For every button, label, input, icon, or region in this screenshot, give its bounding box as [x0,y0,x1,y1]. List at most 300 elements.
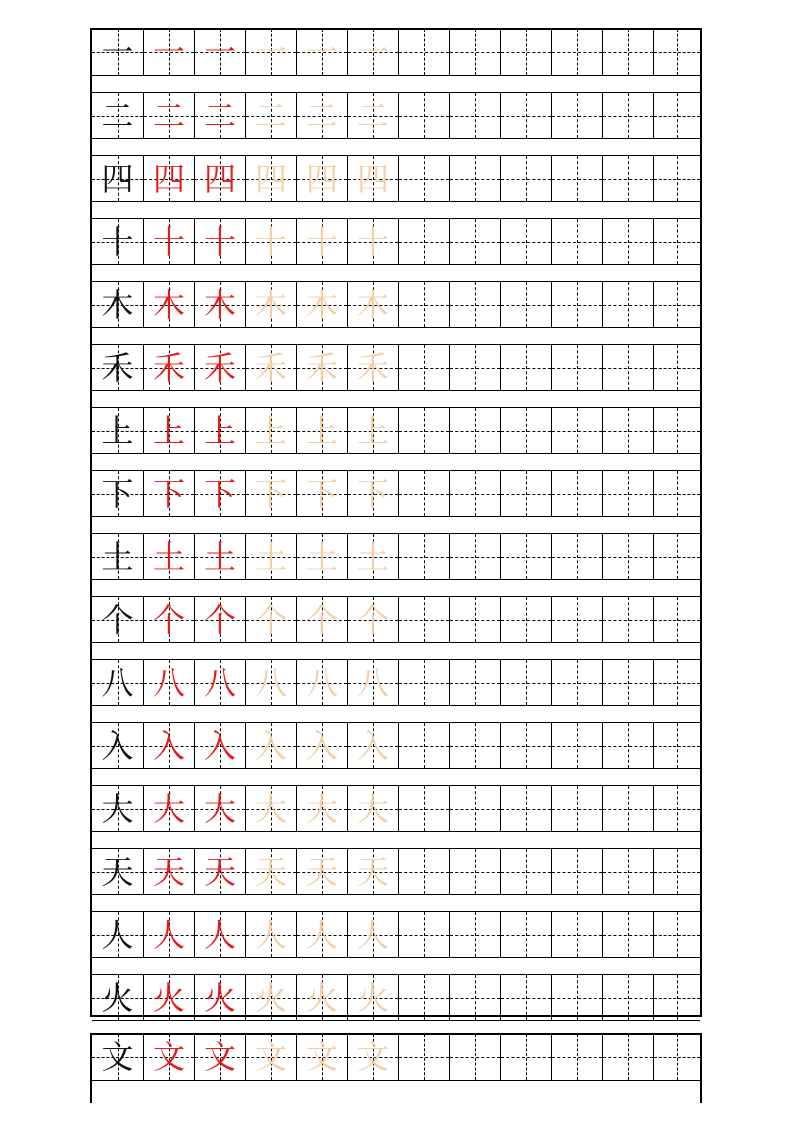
trace-character-cell [347,219,398,264]
red-character: 火 [203,978,236,1017]
red-character-cell [194,534,245,579]
red-character: 土 [152,537,185,576]
blank-writing-cell[interactable] [449,282,500,327]
red-character: 上 [203,411,236,450]
blank-writing-cell[interactable] [653,786,700,831]
trace-character: 土 [356,537,389,576]
trace-character: 一 [356,33,389,71]
trace-character-cell [347,849,398,894]
red-character: 禾 [203,348,236,387]
model-character: 二 [101,96,134,135]
red-character-cell [143,156,194,201]
trace-character-cell [245,534,296,579]
red-character-cell [194,1034,245,1080]
practice-sheet [90,28,702,1017]
trace-character: 四 [305,159,338,198]
blank-writing-cell[interactable] [398,29,449,75]
model-character: 个 [101,600,134,639]
red-character: 禾 [152,348,185,387]
trace-character-cell [245,912,296,957]
blank-writing-cell[interactable] [449,156,500,201]
model-character: 天 [101,852,134,891]
blank-writing-cell[interactable] [398,156,449,201]
blank-writing-cell[interactable] [551,471,602,516]
trace-character-cell [296,471,347,516]
blank-writing-cell[interactable] [449,534,500,579]
model-character-cell [92,156,143,201]
blank-writing-cell[interactable] [500,597,551,642]
blank-writing-cell[interactable] [602,29,653,75]
red-character: 入 [203,726,236,765]
trace-character: 二 [356,96,389,135]
trace-character: 文 [305,1038,338,1076]
red-character-cell [194,156,245,201]
trace-character-cell [347,345,398,390]
trace-character: 八 [305,663,338,702]
blank-writing-cell[interactable] [653,29,700,75]
blank-writing-cell[interactable] [398,660,449,705]
blank-writing-cell[interactable] [500,975,551,1020]
trace-character-cell [347,93,398,138]
red-character: 人 [152,915,185,954]
red-character-cell [194,471,245,516]
trace-character-cell [296,408,347,453]
blank-writing-cell[interactable] [602,849,653,894]
trace-character-cell [245,723,296,768]
red-character-cell [143,912,194,957]
blank-writing-cell[interactable] [449,849,500,894]
trace-character: 八 [356,663,389,702]
trace-character-cell [296,219,347,264]
trace-character: 个 [356,600,389,639]
trace-character-cell [245,282,296,327]
blank-writing-cell[interactable] [398,1034,449,1080]
blank-writing-cell[interactable] [500,156,551,201]
blank-writing-cell[interactable] [398,408,449,453]
practice-row [92,974,700,1021]
model-character-cell [92,1034,143,1080]
trace-character-cell [245,219,296,264]
blank-writing-cell[interactable] [602,975,653,1020]
red-character: 上 [152,411,185,450]
red-character: 个 [203,600,236,639]
model-character-cell [92,597,143,642]
practice-row [92,848,700,895]
blank-writing-cell[interactable] [653,282,700,327]
red-character-cell [143,975,194,1020]
trace-character-cell [347,29,398,75]
practice-row [92,29,700,76]
red-character-cell [143,282,194,327]
blank-writing-cell[interactable] [500,534,551,579]
trace-character: 四 [356,159,389,198]
model-character: 下 [101,474,134,513]
red-character-cell [194,282,245,327]
trace-character-cell [296,1034,347,1080]
trace-character: 下 [254,474,287,513]
practice-row [92,470,700,517]
trace-character: 天 [356,852,389,891]
blank-writing-cell[interactable] [551,93,602,138]
blank-writing-cell[interactable] [500,345,551,390]
blank-writing-cell[interactable] [398,912,449,957]
red-character-cell [143,597,194,642]
practice-row [92,785,700,832]
practice-row [92,1034,700,1081]
trace-character-cell [245,849,296,894]
blank-writing-cell[interactable] [500,93,551,138]
trace-character: 人 [356,915,389,954]
model-character: 十 [101,222,134,261]
blank-writing-cell[interactable] [500,219,551,264]
blank-writing-cell[interactable] [500,912,551,957]
trace-character: 入 [305,726,338,765]
trace-character: 上 [356,411,389,450]
red-character-cell [194,660,245,705]
trace-character-cell [296,849,347,894]
blank-writing-cell[interactable] [398,93,449,138]
red-character: 天 [203,852,236,891]
red-character-cell [143,219,194,264]
red-character: 文 [152,1038,185,1076]
red-character-cell [194,849,245,894]
trace-character: 二 [254,96,287,135]
trace-character-cell [245,29,296,75]
practice-row [92,533,700,580]
trace-character-cell [296,93,347,138]
red-character: 木 [203,285,236,324]
blank-writing-cell[interactable] [551,786,602,831]
trace-character: 文 [254,1038,287,1076]
blank-writing-cell[interactable] [449,1034,500,1080]
blank-writing-cell[interactable] [602,156,653,201]
model-character-cell [92,534,143,579]
blank-writing-cell[interactable] [602,345,653,390]
trace-character-cell [296,345,347,390]
model-character: 人 [101,915,134,954]
red-character: 四 [203,159,236,198]
trace-character-cell [296,660,347,705]
trace-character: 禾 [356,348,389,387]
model-character: 土 [101,537,134,576]
trace-character-cell [245,345,296,390]
practice-row [92,722,700,769]
blank-writing-cell[interactable] [551,912,602,957]
trace-character: 火 [356,978,389,1017]
red-character: 十 [203,222,236,261]
blank-writing-cell[interactable] [449,408,500,453]
trace-character-cell [347,723,398,768]
blank-writing-cell[interactable] [653,408,700,453]
practice-row [92,344,700,391]
blank-writing-cell[interactable] [602,282,653,327]
model-character: 八 [101,663,134,702]
blank-writing-cell[interactable] [551,345,602,390]
blank-writing-cell[interactable] [602,660,653,705]
trace-character-cell [296,912,347,957]
blank-writing-cell[interactable] [500,282,551,327]
trace-character: 土 [254,537,287,576]
model-character: 文 [101,1038,134,1076]
trace-character: 火 [254,978,287,1017]
trace-character-cell [296,723,347,768]
practice-row [92,407,700,454]
blank-writing-cell[interactable] [398,282,449,327]
red-character: 土 [203,537,236,576]
trace-character-cell [347,408,398,453]
model-character: 四 [101,159,134,198]
trace-character-cell [296,975,347,1020]
trace-character: 二 [305,96,338,135]
model-character: 火 [101,978,134,1017]
trace-character-cell [245,786,296,831]
trace-character-cell [296,156,347,201]
blank-writing-cell[interactable] [653,93,700,138]
model-character-cell [92,975,143,1020]
trace-character-cell [296,29,347,75]
blank-writing-cell[interactable] [500,1034,551,1080]
practice-row [92,911,700,958]
red-character-cell [194,597,245,642]
blank-writing-cell[interactable] [551,408,602,453]
red-character-cell [194,408,245,453]
trace-character: 人 [305,915,338,954]
blank-writing-cell[interactable] [602,1034,653,1080]
trace-character-cell [347,471,398,516]
blank-writing-cell[interactable] [551,219,602,264]
red-character: 下 [152,474,185,513]
trace-character: 文 [356,1038,389,1076]
blank-writing-cell[interactable] [449,786,500,831]
blank-writing-cell[interactable] [449,471,500,516]
blank-writing-cell[interactable] [602,786,653,831]
trace-character-cell [296,786,347,831]
red-character-cell [194,786,245,831]
blank-writing-cell[interactable] [500,786,551,831]
blank-writing-cell[interactable] [398,219,449,264]
trace-character: 上 [254,411,287,450]
red-character-cell [194,219,245,264]
blank-writing-cell[interactable] [449,597,500,642]
blank-writing-cell[interactable] [500,849,551,894]
red-character-cell [143,29,194,75]
blank-writing-cell[interactable] [602,723,653,768]
red-character: 入 [152,726,185,765]
blank-writing-cell[interactable] [398,849,449,894]
trace-character-cell [347,975,398,1020]
blank-writing-cell[interactable] [653,219,700,264]
red-character: 文 [203,1038,236,1076]
trace-character: 个 [254,600,287,639]
blank-writing-cell[interactable] [449,723,500,768]
blank-writing-cell[interactable] [449,219,500,264]
red-character: 木 [152,285,185,324]
blank-writing-cell[interactable] [653,597,700,642]
blank-writing-cell[interactable] [551,849,602,894]
trace-character: 木 [305,285,338,324]
blank-writing-cell[interactable] [449,975,500,1020]
trace-character: 一 [254,33,287,71]
blank-writing-cell[interactable] [551,156,602,201]
trace-character: 入 [356,726,389,765]
blank-writing-cell[interactable] [653,723,700,768]
red-character-cell [194,723,245,768]
model-character-cell [92,471,143,516]
blank-writing-cell[interactable] [500,471,551,516]
trace-character: 火 [305,978,338,1017]
blank-writing-cell[interactable] [602,408,653,453]
red-character: 个 [152,600,185,639]
blank-writing-cell[interactable] [449,93,500,138]
red-character: 八 [152,663,185,702]
trace-character-cell [296,282,347,327]
blank-writing-cell[interactable] [449,912,500,957]
model-character: 一 [101,33,134,71]
blank-writing-cell[interactable] [653,534,700,579]
trace-character: 人 [254,915,287,954]
blank-writing-cell[interactable] [653,471,700,516]
model-character-cell [92,29,143,75]
model-character-cell [92,660,143,705]
model-character-cell [92,219,143,264]
model-character: 入 [101,726,134,765]
blank-writing-cell[interactable] [500,29,551,75]
trace-character-cell [347,282,398,327]
model-character-cell [92,723,143,768]
blank-writing-cell[interactable] [398,345,449,390]
red-character-cell [143,345,194,390]
red-character-cell [143,408,194,453]
trace-character-cell [245,1034,296,1080]
blank-writing-cell[interactable] [602,93,653,138]
blank-writing-cell[interactable] [449,29,500,75]
blank-writing-cell[interactable] [551,282,602,327]
blank-writing-cell[interactable] [398,786,449,831]
trace-character: 木 [356,285,389,324]
blank-writing-cell[interactable] [398,975,449,1020]
blank-writing-cell[interactable] [398,534,449,579]
trace-character: 个 [305,600,338,639]
trace-character-cell [245,597,296,642]
practice-row [92,218,700,265]
blank-writing-cell[interactable] [653,975,700,1020]
red-character-cell [143,534,194,579]
trace-character: 土 [305,537,338,576]
practice-row [92,596,700,643]
blank-writing-cell[interactable] [551,975,602,1020]
trace-character: 大 [305,789,338,828]
practice-sheet-continued [90,1033,702,1103]
trace-character: 十 [305,222,338,261]
red-character-cell [194,912,245,957]
model-character-cell [92,93,143,138]
blank-writing-cell[interactable] [398,597,449,642]
blank-writing-cell[interactable] [653,1034,700,1080]
blank-writing-cell[interactable] [449,345,500,390]
red-character: 人 [203,915,236,954]
trace-character-cell [347,156,398,201]
trace-character-cell [245,156,296,201]
model-character-cell [92,849,143,894]
red-character-cell [143,660,194,705]
red-character: 四 [152,159,185,198]
trace-character: 入 [254,726,287,765]
blank-writing-cell[interactable] [653,849,700,894]
blank-writing-cell[interactable] [551,534,602,579]
red-character-cell [143,1034,194,1080]
blank-writing-cell[interactable] [398,471,449,516]
model-character-cell [92,408,143,453]
red-character-cell [143,93,194,138]
blank-writing-cell[interactable] [602,534,653,579]
trace-character-cell [347,597,398,642]
red-character: 大 [152,789,185,828]
trace-character-cell [245,408,296,453]
red-character: 下 [203,474,236,513]
blank-writing-cell[interactable] [653,660,700,705]
blank-writing-cell[interactable] [602,597,653,642]
trace-character: 上 [305,411,338,450]
blank-writing-cell[interactable] [602,912,653,957]
model-character: 大 [101,789,134,828]
blank-writing-cell[interactable] [551,597,602,642]
red-character-cell [143,471,194,516]
trace-character: 四 [254,159,287,198]
red-character: 二 [152,96,185,135]
model-character-cell [92,912,143,957]
red-character-cell [194,29,245,75]
red-character: 天 [152,852,185,891]
trace-character-cell [347,912,398,957]
blank-writing-cell[interactable] [551,723,602,768]
model-character-cell [92,786,143,831]
trace-character: 木 [254,285,287,324]
red-character-cell [194,975,245,1020]
blank-writing-cell[interactable] [653,912,700,957]
trace-character: 十 [356,222,389,261]
blank-writing-cell[interactable] [551,29,602,75]
blank-writing-cell[interactable] [602,471,653,516]
trace-character-cell [245,471,296,516]
trace-character-cell [347,786,398,831]
trace-character: 下 [356,474,389,513]
trace-character-cell [245,93,296,138]
practice-row [92,281,700,328]
blank-writing-cell[interactable] [398,723,449,768]
blank-writing-cell[interactable] [653,345,700,390]
trace-character-cell [245,660,296,705]
trace-character: 八 [254,663,287,702]
red-character-cell [143,786,194,831]
red-character: 八 [203,663,236,702]
blank-writing-cell[interactable] [551,1034,602,1080]
red-character-cell [194,93,245,138]
blank-writing-cell[interactable] [500,408,551,453]
blank-writing-cell[interactable] [500,660,551,705]
blank-writing-cell[interactable] [500,723,551,768]
blank-writing-cell[interactable] [551,660,602,705]
model-character: 木 [101,285,134,324]
trace-character-cell [296,534,347,579]
blank-writing-cell[interactable] [653,156,700,201]
blank-writing-cell[interactable] [449,660,500,705]
practice-row [92,92,700,139]
trace-character-cell [296,597,347,642]
model-character-cell [92,282,143,327]
trace-character: 十 [254,222,287,261]
blank-writing-cell[interactable] [602,219,653,264]
trace-character-cell [245,975,296,1020]
